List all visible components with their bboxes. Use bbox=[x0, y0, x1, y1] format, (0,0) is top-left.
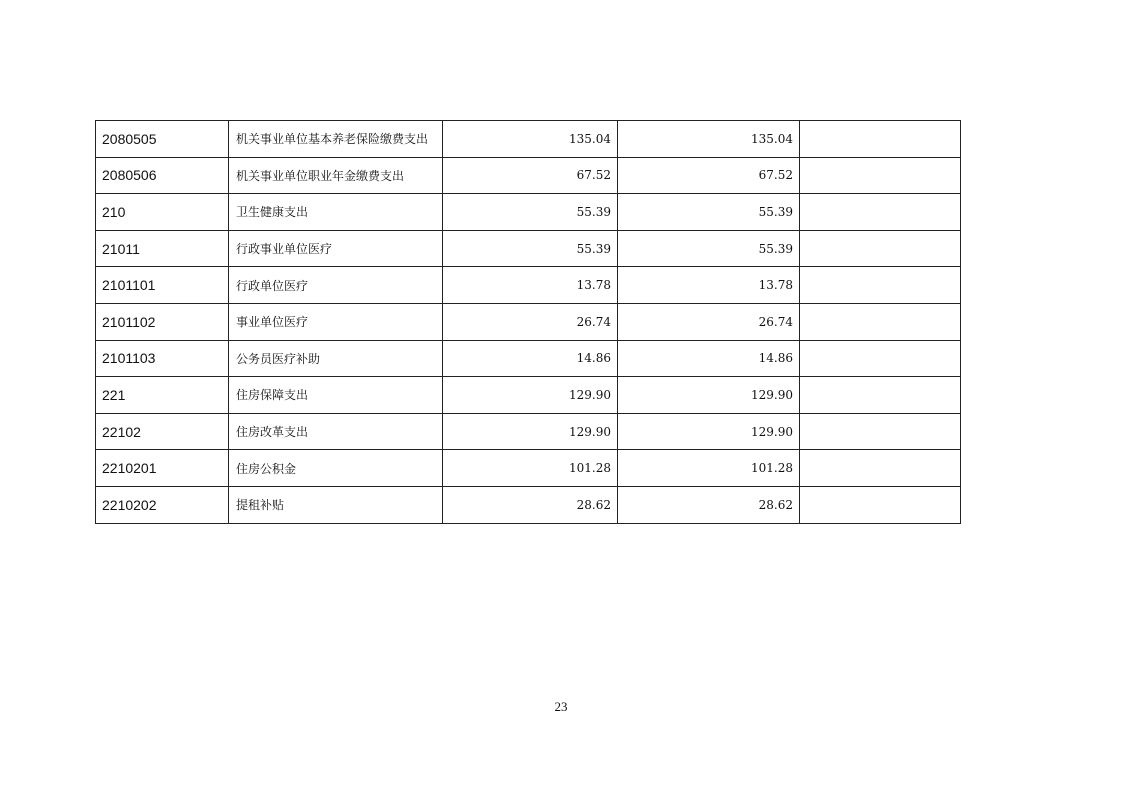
row-basic-cell: 55.39 bbox=[618, 194, 800, 231]
row-project-cell bbox=[800, 267, 961, 304]
row-project-cell bbox=[800, 303, 961, 340]
row-total-cell: 13.78 bbox=[443, 267, 618, 304]
row-name-cell: 机关事业单位基本养老保险缴费支出 bbox=[229, 121, 443, 158]
row-basic-cell: 55.39 bbox=[618, 230, 800, 267]
row-code-cell: 21011 bbox=[96, 230, 229, 267]
row-code-cell: 221 bbox=[96, 377, 229, 414]
row-project-cell bbox=[800, 450, 961, 487]
row-name-cell: 提租补贴 bbox=[229, 486, 443, 523]
row-name-cell: 机关事业单位职业年金缴费支出 bbox=[229, 157, 443, 194]
row-basic-cell: 135.04 bbox=[618, 121, 800, 158]
row-total-cell: 55.39 bbox=[443, 194, 618, 231]
row-basic-cell: 129.90 bbox=[618, 377, 800, 414]
row-basic-cell: 26.74 bbox=[618, 303, 800, 340]
row-basic-cell: 13.78 bbox=[618, 267, 800, 304]
row-project-cell bbox=[800, 121, 961, 158]
row-project-cell bbox=[800, 486, 961, 523]
table-row bbox=[96, 413, 961, 450]
table-row bbox=[96, 340, 961, 377]
budget-table-body bbox=[96, 121, 961, 524]
table-row bbox=[96, 450, 961, 487]
row-code-cell: 2101101 bbox=[96, 267, 229, 304]
row-total-cell: 135.04 bbox=[443, 121, 618, 158]
row-project-cell bbox=[800, 194, 961, 231]
row-code-cell: 2210201 bbox=[96, 450, 229, 487]
row-code-cell: 2080505 bbox=[96, 121, 229, 158]
row-name-cell: 行政单位医疗 bbox=[229, 267, 443, 304]
row-name-cell: 事业单位医疗 bbox=[229, 303, 443, 340]
row-basic-cell: 67.52 bbox=[618, 157, 800, 194]
row-basic-cell: 101.28 bbox=[618, 450, 800, 487]
row-code-cell: 2080506 bbox=[96, 157, 229, 194]
row-name-cell: 住房公积金 bbox=[229, 450, 443, 487]
row-name-cell: 住房保障支出 bbox=[229, 377, 443, 414]
row-total-cell: 129.90 bbox=[443, 377, 618, 414]
row-name-cell: 行政事业单位医疗 bbox=[229, 230, 443, 267]
row-project-cell bbox=[800, 230, 961, 267]
row-code-cell: 22102 bbox=[96, 413, 229, 450]
table-row bbox=[96, 157, 961, 194]
budget-table bbox=[95, 120, 961, 524]
row-total-cell: 14.86 bbox=[443, 340, 618, 377]
table-row bbox=[96, 303, 961, 340]
row-project-cell bbox=[800, 377, 961, 414]
row-total-cell: 28.62 bbox=[443, 486, 618, 523]
row-project-cell bbox=[800, 157, 961, 194]
row-project-cell bbox=[800, 340, 961, 377]
table-row bbox=[96, 267, 961, 304]
row-basic-cell: 28.62 bbox=[618, 486, 800, 523]
table-row bbox=[96, 194, 961, 231]
row-name-cell: 公务员医疗补助 bbox=[229, 340, 443, 377]
row-total-cell: 55.39 bbox=[443, 230, 618, 267]
row-code-cell: 2101102 bbox=[96, 303, 229, 340]
page-number: 23 bbox=[554, 699, 568, 714]
table-row bbox=[96, 121, 961, 158]
row-total-cell: 101.28 bbox=[443, 450, 618, 487]
table-row bbox=[96, 486, 961, 523]
table-row bbox=[96, 377, 961, 414]
row-code-cell: 2210202 bbox=[96, 486, 229, 523]
row-project-cell bbox=[800, 413, 961, 450]
row-name-cell: 卫生健康支出 bbox=[229, 194, 443, 231]
row-total-cell: 129.90 bbox=[443, 413, 618, 450]
row-code-cell: 210 bbox=[96, 194, 229, 231]
row-total-cell: 26.74 bbox=[443, 303, 618, 340]
row-code-cell: 2101103 bbox=[96, 340, 229, 377]
row-basic-cell: 129.90 bbox=[618, 413, 800, 450]
table-row bbox=[96, 230, 961, 267]
row-basic-cell: 14.86 bbox=[618, 340, 800, 377]
row-name-cell: 住房改革支出 bbox=[229, 413, 443, 450]
row-total-cell: 67.52 bbox=[443, 157, 618, 194]
